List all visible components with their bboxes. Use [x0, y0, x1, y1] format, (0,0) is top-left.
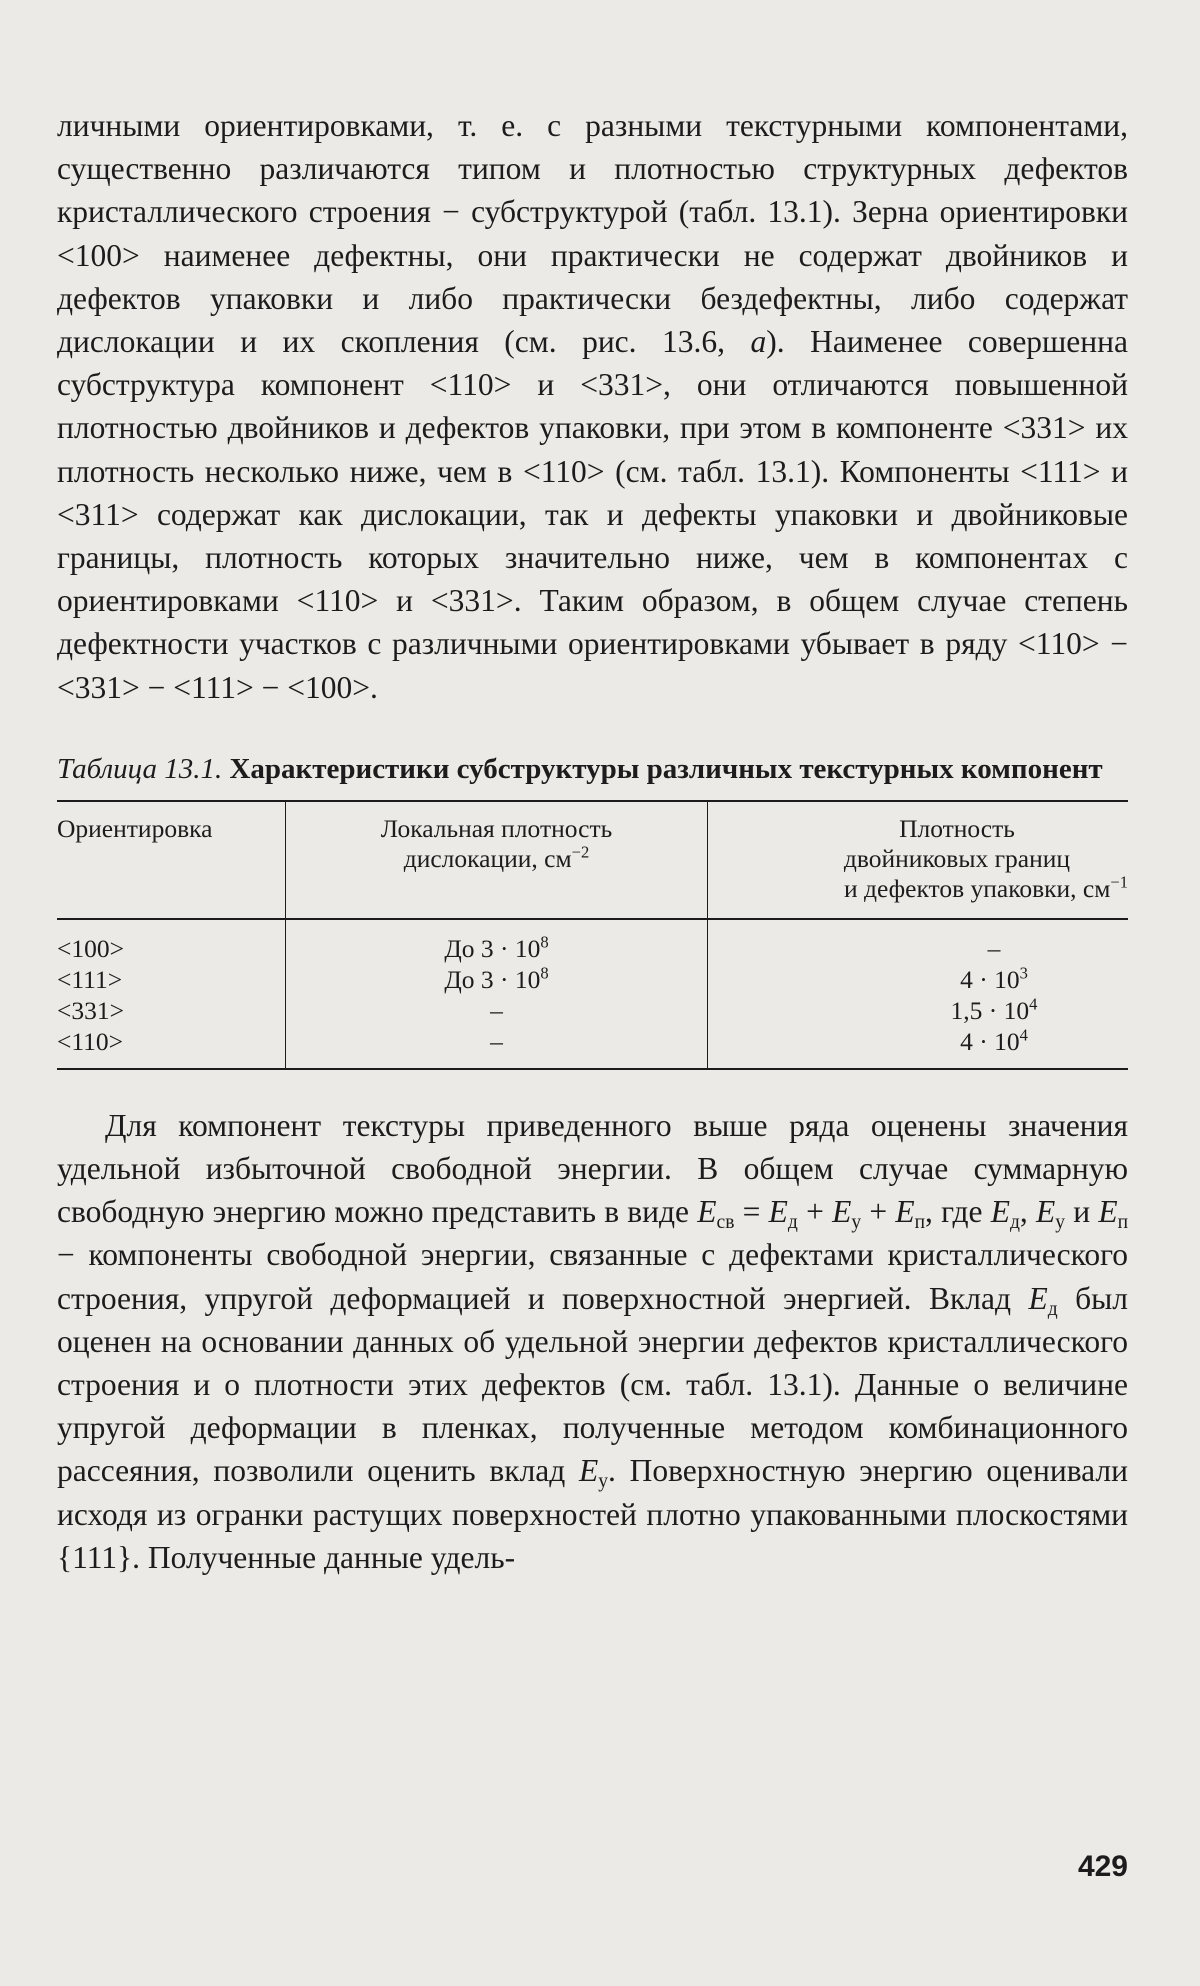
- table-label: Таблица 13.1.: [57, 752, 223, 785]
- header-orientation: Ориентировка: [57, 801, 286, 919]
- cell-twin: $1,5 \cdot 10^4$: [950, 994, 1038, 1026]
- cell-dislocation: –: [286, 996, 708, 1027]
- cell-orientation: <100>: [57, 919, 286, 965]
- paragraph-substructure: [57, 104, 1128, 709]
- paragraph-text: личными ориентировками, т. е. с разными текстурными компонентами, существенно различаются типом и плотностью структурных дефектов кристаллического строения − субструктурой (табл. 13.1). Зерна ориентировки <100> наименее дефектны, они практически не содержат двойников и дефектов упаковки и либо практически бездефектны, либо содержат дислокации и их скопления (см. рис. 13.6,: [57, 108, 1128, 360]
- table-row: [57, 996, 1128, 1027]
- table-row: [57, 919, 1128, 965]
- substructure-table: [57, 800, 1128, 1070]
- paragraph-text-end: ). Наименее совершенна субструктура компонент <110> и <331>, они отличаются повышенной плотностью двойников и дефектов упаковки, при этом в компоненте <331> их плотность несколько ниже, чем в <110> (см. табл. 13.1). Компоненты <111> и <311> содержат как дислокации, так и дефекты упаковки и двойниковые границы, плотность которых значительно ниже, чем в компонентах с ориентировками <110> и <331>. Таким образом, в общем случае степень дефектности участков с различными ориентировками убывает в ряду <110> − <331> − <111> − <100>.: [57, 324, 1128, 705]
- cell-twin: $4 \cdot 10^3$: [960, 963, 1028, 995]
- table-row: [57, 965, 1128, 996]
- cell-twin: –: [987, 934, 1001, 964]
- cell-dislocation: До $3 \cdot 10^8$: [286, 919, 708, 965]
- cell-orientation: <331>: [57, 996, 286, 1027]
- cell-dislocation: До $3 \cdot 10^8$: [286, 965, 708, 996]
- page-number: 429: [1077, 1850, 1128, 1883]
- table-title: Характеристики субструктуры различных текстурных компонент: [229, 752, 1103, 785]
- table-header-row: [57, 801, 1128, 919]
- cell-dislocation: –: [286, 1027, 708, 1069]
- header-dislocation-density: Локальная плотность дислокации, $см^{-2}$: [286, 801, 708, 919]
- cell-twin: $4 \cdot 10^4$: [708, 1027, 1129, 1069]
- table-caption: [57, 751, 1128, 788]
- cell-orientation: <110>: [57, 1027, 286, 1069]
- cell-orientation: <111>: [57, 965, 286, 996]
- header-twin-density: Плотность двойниковых границ и дефектов упаковки, $см^{-1}$: [708, 801, 1129, 919]
- paragraph-free-energy: Для компонент текстуры приведенного выше ряда оценены значения удельной избыточной свободной энергии. В общем случае суммарную свободную энергию можно представить в виде $E_{св} = E_д + E_у + E_п$, где $E_д$, $E_у$ и $E_п$ − компоненты свободной энергии, связанные с дефектами кристаллического строения, упругой деформацией и поверхностной энергией. Вклад $E_д$ был оценен на основании данных об удельной энергии дефектов кристаллического строения и о плотности этих дефектов (см. табл. 13.1). Данные о величине упругой деформации в пленках, полученные методом комбинационного рассеяния, позволили оценить вклад $E_у$. Поверхностную энергию оценивали исходя из огранки растущих поверхностей плотно упакованными плоскостями {111}. Полученные данные удель-: [57, 1107, 1129, 1575]
- figure-letter: а: [750, 324, 767, 360]
- table-row: [57, 1027, 1128, 1069]
